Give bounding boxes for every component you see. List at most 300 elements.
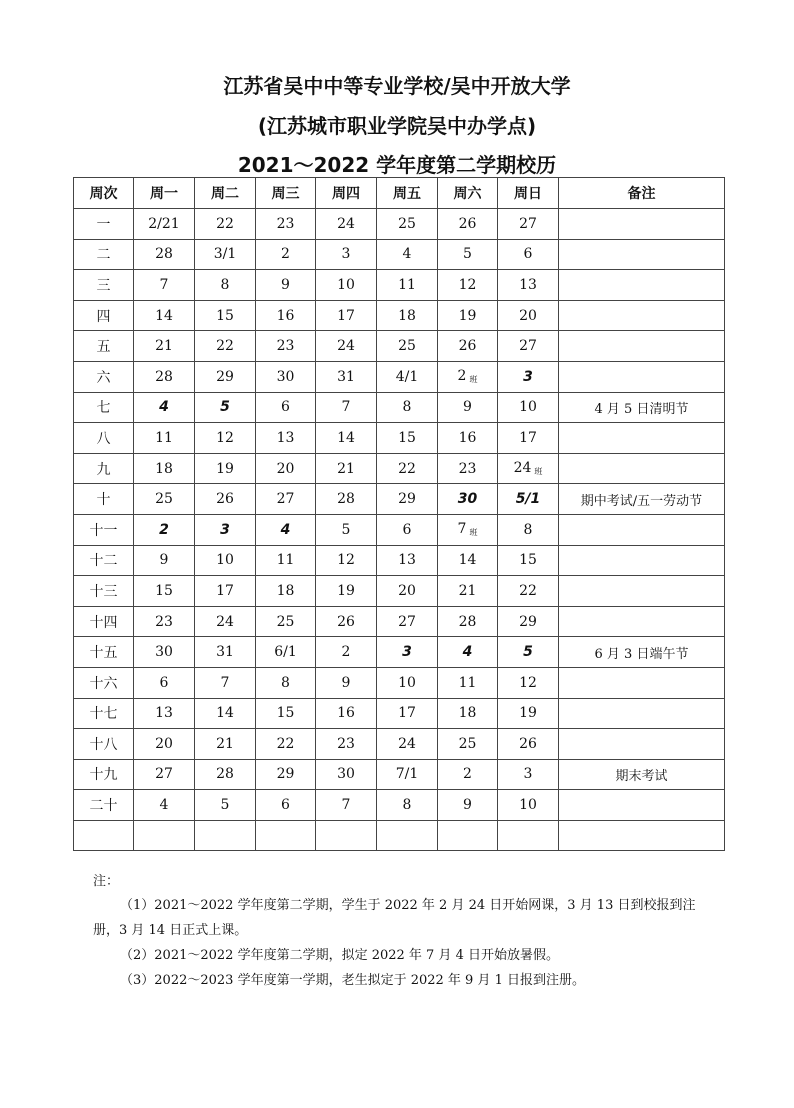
table-row (74, 209, 725, 240)
day-value: 28 (155, 368, 173, 385)
day-value: 10 (337, 276, 355, 293)
day-value: 31 (216, 644, 234, 661)
day-value: 24 (337, 338, 355, 355)
week-cell: 十 (74, 484, 134, 515)
day-value: 15 (398, 429, 416, 446)
day-value: 5 (463, 246, 472, 263)
day-cell (195, 453, 256, 484)
day-cell (195, 209, 256, 240)
day-cell (256, 361, 316, 392)
day-value: 7 (159, 276, 169, 293)
day-value: 25 (398, 338, 416, 355)
day-cell (195, 637, 256, 668)
day-cell (195, 545, 256, 576)
day-value: 13 (155, 705, 173, 722)
remark-cell: 4 月 5 日清明节 (559, 392, 725, 423)
day-cell (134, 698, 195, 729)
day-value: 25 (398, 215, 416, 232)
day-value: 17 (337, 307, 355, 324)
day-cell (134, 759, 195, 790)
day-value: 5 (220, 797, 230, 814)
day-cell (377, 576, 438, 607)
week-cell: 十七 (74, 698, 134, 729)
day-value: 28 (458, 613, 477, 630)
day-value: 10 (216, 552, 234, 569)
day-value: 7 (341, 797, 351, 814)
remark-cell (559, 545, 725, 576)
day-value: 18 (276, 582, 295, 599)
day-value: 29 (519, 613, 537, 630)
week-cell (74, 820, 134, 851)
day-cell (256, 637, 316, 668)
day-value: 10 (519, 399, 537, 416)
table-row (74, 361, 725, 392)
day-value: 26 (458, 338, 477, 355)
day-cell (316, 392, 377, 423)
day-value: 8 (402, 399, 412, 416)
day-value: 22 (398, 460, 416, 477)
remark-cell (559, 331, 725, 362)
table-row (74, 514, 725, 545)
calendar-title: 2021～2022 学年度第二学期校历 (237, 153, 557, 177)
day-value: 23 (337, 735, 355, 752)
day-value: 28 (155, 246, 173, 263)
day-value: 6 (281, 399, 290, 416)
day-cell (195, 270, 256, 301)
column-header: 周三 (256, 178, 316, 209)
day-value: 11 (155, 429, 173, 446)
day-cell (134, 606, 195, 637)
day-cell (377, 270, 438, 301)
school-title: 江苏省吴中中等专业学校/吴中开放大学 (223, 74, 571, 98)
day-cell (498, 759, 559, 790)
note-item: （3）2022～2023 学年度第一学期，老生拟定于 2022 年 9 月 1 日报到注册。 (120, 973, 585, 988)
day-cell (256, 759, 316, 790)
day-cell (134, 576, 195, 607)
week-cell: 二十 (74, 790, 134, 821)
day-cell (316, 270, 377, 301)
week-cell: 五 (74, 331, 134, 362)
day-value: 14 (216, 705, 234, 722)
day-cell (498, 484, 559, 515)
day-value: 23 (155, 613, 173, 630)
day-value: 20 (155, 735, 173, 752)
day-value: 17 (398, 705, 416, 722)
day-value: 17 (519, 429, 537, 446)
day-cell (377, 209, 438, 240)
day-cell (438, 239, 498, 270)
day-value: 30 (457, 491, 478, 508)
day-value: 20 (276, 460, 295, 477)
day-cell (256, 576, 316, 607)
day-value: 19 (337, 582, 355, 599)
day-value: 21 (337, 460, 355, 477)
remark-cell (559, 423, 725, 454)
day-value: 21 (458, 582, 477, 599)
week-cell: 十一 (74, 514, 134, 545)
day-cell (438, 331, 498, 362)
day-value: 2/21 (148, 215, 180, 232)
table-row (74, 576, 725, 607)
day-cell (195, 300, 256, 331)
remark-cell (559, 300, 725, 331)
day-value: 8 (220, 276, 230, 293)
day-value: 25 (458, 735, 477, 752)
school-calendar-table (73, 177, 725, 851)
remark-cell: 期末考试 (559, 759, 725, 790)
day-cell (256, 667, 316, 698)
day-cell (498, 576, 559, 607)
day-value: 7 (457, 521, 467, 538)
day-value: 19 (519, 705, 537, 722)
day-cell (195, 606, 256, 637)
day-cell (195, 239, 256, 270)
day-cell (256, 270, 316, 301)
day-value: 15 (519, 552, 537, 569)
day-cell (377, 545, 438, 576)
remark-cell (559, 514, 725, 545)
day-value: 6/1 (274, 644, 297, 661)
day-value: 4 (462, 644, 473, 661)
day-cell (134, 484, 195, 515)
day-cell (195, 331, 256, 362)
day-cell (498, 453, 559, 484)
note-item: 册，3 月 14 日正式上课。 (93, 923, 248, 938)
remark-cell (559, 667, 725, 698)
remark-cell (559, 576, 725, 607)
column-header: 周五 (377, 178, 438, 209)
day-cell (438, 759, 498, 790)
day-value: 6 (402, 521, 412, 538)
day-cell (316, 576, 377, 607)
day-value: 28 (337, 491, 355, 508)
day-value: 2 (159, 521, 169, 538)
day-value: 8 (402, 797, 412, 814)
day-cell (195, 698, 256, 729)
day-value: 24 (513, 460, 532, 477)
day-cell (316, 698, 377, 729)
week-cell: 三 (74, 270, 134, 301)
day-value: 4 (159, 797, 169, 814)
table-row (74, 270, 725, 301)
day-cell (256, 239, 316, 270)
day-value: 5/1 (515, 491, 541, 508)
week-cell: 二 (74, 239, 134, 270)
day-cell (438, 514, 498, 545)
day-value: 21 (216, 735, 234, 752)
day-cell (316, 209, 377, 240)
day-value: 11 (276, 552, 295, 569)
day-value: 9 (281, 276, 290, 293)
day-cell (256, 331, 316, 362)
column-header: 周四 (316, 178, 377, 209)
day-cell (377, 514, 438, 545)
day-cell (256, 453, 316, 484)
day-value: 15 (276, 705, 295, 722)
day-value: 5 (523, 644, 533, 661)
day-cell (195, 361, 256, 392)
day-value: 9 (341, 674, 351, 691)
day-cell (498, 514, 559, 545)
column-header: 周日 (498, 178, 559, 209)
day-cell (316, 361, 377, 392)
day-cell (498, 790, 559, 821)
table-row (74, 453, 725, 484)
day-value: 3 (402, 644, 412, 661)
day-value: 27 (155, 766, 173, 783)
day-value: 20 (398, 582, 416, 599)
day-cell (498, 820, 559, 851)
day-cell (134, 270, 195, 301)
table-row (74, 331, 725, 362)
table-row (74, 239, 725, 270)
day-value: 27 (519, 338, 537, 355)
week-cell: 十三 (74, 576, 134, 607)
day-value: 2 (463, 766, 472, 783)
day-cell (377, 361, 438, 392)
day-cell (256, 698, 316, 729)
day-value: 30 (337, 766, 355, 783)
day-cell (134, 790, 195, 821)
day-cell (316, 637, 377, 668)
day-value: 3 (523, 368, 533, 385)
day-cell (316, 331, 377, 362)
day-value: 15 (216, 307, 234, 324)
day-cell (377, 453, 438, 484)
day-cell (438, 300, 498, 331)
day-value: 18 (155, 460, 173, 477)
day-cell (377, 820, 438, 851)
day-cell (134, 514, 195, 545)
day-cell (195, 423, 256, 454)
day-value: 2 (281, 246, 290, 263)
day-cell (134, 239, 195, 270)
header-row (74, 178, 725, 209)
day-cell (316, 239, 377, 270)
day-cell (377, 423, 438, 454)
day-cell (438, 209, 498, 240)
day-value: 12 (337, 552, 355, 569)
day-value: 23 (276, 338, 295, 355)
day-cell (377, 698, 438, 729)
remark-cell (559, 790, 725, 821)
day-cell (134, 361, 195, 392)
day-cell (377, 239, 438, 270)
day-cell (377, 637, 438, 668)
day-cell (498, 729, 559, 760)
day-cell (377, 392, 438, 423)
day-value: 10 (519, 797, 537, 814)
day-value: 3 (341, 246, 351, 263)
day-cell (377, 484, 438, 515)
day-value: 19 (216, 460, 234, 477)
day-cell (134, 331, 195, 362)
day-value: 22 (216, 215, 234, 232)
day-value: 12 (519, 674, 537, 691)
day-cell (377, 759, 438, 790)
day-value: 17 (216, 582, 234, 599)
day-value: 5 (341, 521, 351, 538)
day-cell (377, 300, 438, 331)
day-value: 6 (281, 797, 290, 814)
day-cell (256, 790, 316, 821)
day-cell (498, 606, 559, 637)
day-cell (498, 667, 559, 698)
day-value: 10 (398, 674, 416, 691)
week-cell: 一 (74, 209, 134, 240)
remark-cell (559, 361, 725, 392)
day-cell (134, 300, 195, 331)
day-value: 8 (523, 521, 533, 538)
day-value: 13 (398, 552, 416, 569)
day-value: 6 (523, 246, 533, 263)
day-value: 26 (458, 215, 477, 232)
table-row (74, 790, 725, 821)
day-value: 19 (458, 307, 477, 324)
column-header: 周六 (438, 178, 498, 209)
column-header: 周二 (195, 178, 256, 209)
note-item: （1）2021～2022 学年度第二学期，学生于 2022 年 2 月 24 日开始网课，3 月 13 日到校报到注 (120, 898, 696, 913)
day-value: 26 (216, 491, 234, 508)
day-value: 14 (337, 429, 355, 446)
day-cell (316, 545, 377, 576)
table-row (74, 423, 725, 454)
day-value: 8 (281, 674, 290, 691)
makeup-workday-mark: 班 (469, 528, 478, 538)
day-cell (438, 729, 498, 760)
day-value: 25 (155, 491, 173, 508)
day-cell (195, 790, 256, 821)
day-value: 29 (398, 491, 416, 508)
day-value: 2 (457, 368, 467, 385)
table-row (74, 729, 725, 760)
day-value: 14 (458, 552, 477, 569)
day-value: 29 (276, 766, 295, 783)
day-cell (316, 300, 377, 331)
remark-cell: 期中考试/五一劳动节 (559, 484, 725, 515)
day-value: 14 (155, 307, 173, 324)
day-cell (377, 729, 438, 760)
day-cell (316, 514, 377, 545)
day-cell (438, 361, 498, 392)
day-cell (316, 423, 377, 454)
day-cell (134, 729, 195, 760)
day-value: 6 (159, 674, 169, 691)
day-value: 23 (276, 215, 295, 232)
day-value: 20 (519, 307, 537, 324)
day-cell (377, 606, 438, 637)
day-value: 29 (216, 368, 234, 385)
day-cell (377, 667, 438, 698)
day-value: 15 (155, 582, 173, 599)
day-cell (195, 484, 256, 515)
table-row (74, 759, 725, 790)
day-value: 21 (155, 338, 173, 355)
day-cell (316, 667, 377, 698)
day-value: 13 (276, 429, 295, 446)
day-value: 3 (523, 766, 533, 783)
day-value: 3 (220, 521, 230, 538)
day-cell (256, 423, 316, 454)
day-value: 4 (159, 399, 169, 416)
day-value: 4 (280, 521, 291, 538)
day-cell (438, 790, 498, 821)
day-cell (256, 392, 316, 423)
day-value: 9 (159, 552, 169, 569)
day-cell (134, 453, 195, 484)
column-header: 周次 (74, 178, 134, 209)
remark-cell: 6 月 3 日端午节 (559, 637, 725, 668)
remark-cell (559, 209, 725, 240)
day-value: 16 (276, 307, 295, 324)
week-cell: 六 (74, 361, 134, 392)
day-value: 7 (341, 399, 351, 416)
day-cell (195, 667, 256, 698)
week-cell: 十八 (74, 729, 134, 760)
makeup-workday-mark: 班 (469, 375, 478, 385)
day-cell (377, 331, 438, 362)
remark-cell (559, 239, 725, 270)
day-value: 27 (519, 215, 537, 232)
day-cell (195, 576, 256, 607)
day-cell (316, 820, 377, 851)
day-cell (134, 667, 195, 698)
day-value: 9 (463, 399, 472, 416)
day-cell (498, 331, 559, 362)
remark-cell (559, 606, 725, 637)
week-cell: 八 (74, 423, 134, 454)
day-cell (134, 392, 195, 423)
week-cell: 十六 (74, 667, 134, 698)
day-value: 25 (276, 613, 295, 630)
day-cell (438, 423, 498, 454)
day-cell (134, 545, 195, 576)
day-value: 4/1 (395, 368, 419, 385)
day-value: 9 (463, 797, 472, 814)
makeup-workday-mark: 班 (534, 467, 543, 477)
day-cell (256, 209, 316, 240)
day-cell (438, 270, 498, 301)
remark-cell (559, 270, 725, 301)
day-cell (498, 270, 559, 301)
notes-heading: 注： (93, 874, 120, 889)
day-cell (438, 820, 498, 851)
day-cell (498, 300, 559, 331)
day-value: 31 (337, 368, 355, 385)
day-cell (498, 239, 559, 270)
day-value: 23 (458, 460, 477, 477)
day-value: 5 (220, 399, 230, 416)
day-cell (438, 453, 498, 484)
day-cell (438, 545, 498, 576)
table-row (74, 484, 725, 515)
day-cell (377, 790, 438, 821)
day-cell (256, 484, 316, 515)
day-value: 22 (276, 735, 295, 752)
day-cell (438, 698, 498, 729)
day-cell (498, 361, 559, 392)
day-value: 12 (458, 276, 477, 293)
remark-cell (559, 729, 725, 760)
day-cell (256, 820, 316, 851)
table-row (74, 637, 725, 668)
day-cell (438, 576, 498, 607)
day-cell (195, 514, 256, 545)
week-cell: 四 (74, 300, 134, 331)
remark-cell (559, 698, 725, 729)
day-value: 24 (337, 215, 355, 232)
day-cell (195, 820, 256, 851)
